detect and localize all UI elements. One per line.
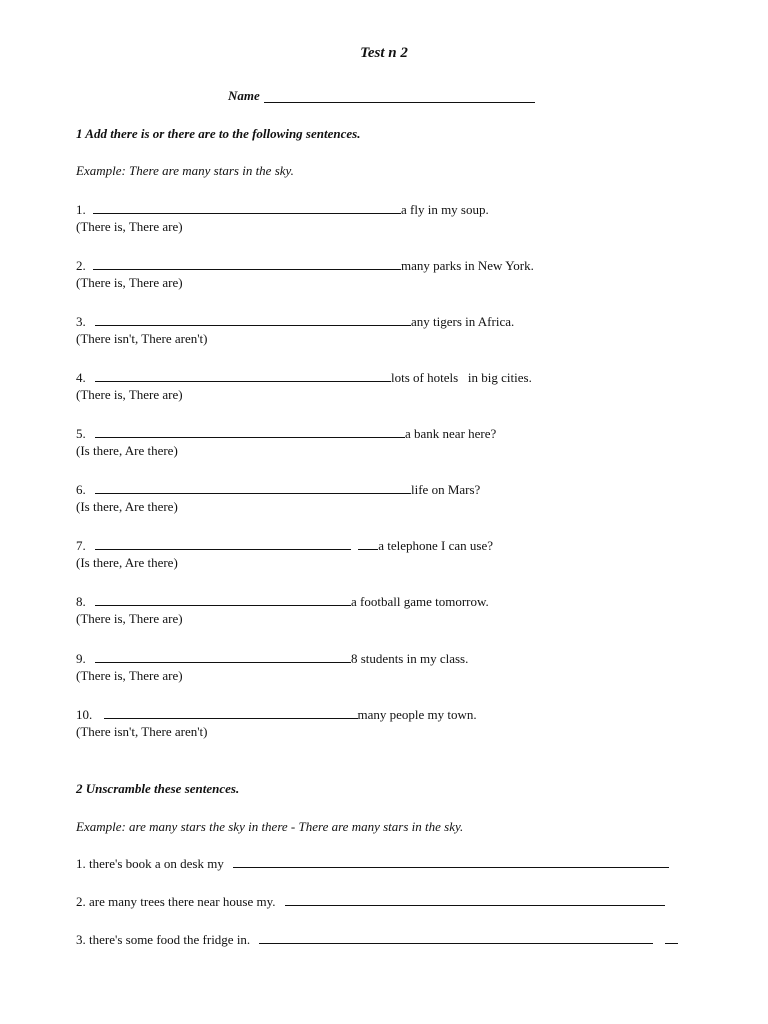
item-options: (There isn't, There aren't)	[76, 331, 208, 346]
item-options: (There isn't, There aren't)	[76, 724, 208, 739]
answer-blank-short[interactable]	[358, 537, 378, 550]
item-options: (There is, There are)	[76, 611, 183, 626]
item-text: a bank near here?	[405, 426, 497, 441]
item-text: 8 students in my class.	[351, 651, 469, 666]
answer-blank[interactable]	[285, 893, 665, 906]
answer-blank[interactable]	[95, 369, 391, 382]
item-number: 7.	[76, 538, 86, 553]
exercise-item-10	[76, 706, 477, 723]
answer-blank[interactable]	[95, 537, 351, 550]
section1-example: Example: There are many stars in the sky.	[76, 163, 294, 178]
answer-blank[interactable]	[95, 593, 351, 606]
item-number: 4.	[76, 370, 86, 385]
exercise-item-6	[76, 481, 480, 498]
item-text: many parks in New York.	[401, 258, 534, 273]
item-number: 10.	[76, 707, 93, 722]
section2-example: Example: are many stars the sky in there - There are many stars in the sky.	[76, 819, 464, 834]
section2-heading: 2 Unscramble these sentences.	[76, 781, 240, 796]
item-text: many people my town.	[357, 707, 477, 722]
item-number: 8.	[76, 594, 86, 609]
item-options: (There is, There are)	[76, 219, 183, 234]
item-text: lots of hotels in big cities.	[391, 370, 532, 385]
answer-blank-short[interactable]	[665, 931, 678, 944]
exercise-item-3	[76, 313, 514, 330]
item-text: any tigers in Africa.	[411, 314, 515, 329]
item-options: (There is, There are)	[76, 387, 183, 402]
exercise-item-7	[76, 537, 493, 554]
exercise-item-8	[76, 593, 489, 610]
item-text: a fly in my soup.	[401, 202, 489, 217]
page-title: Test n 2	[360, 45, 408, 61]
item-text: 1. there's book a on desk my	[76, 856, 224, 871]
item-text: a telephone I can use?	[378, 538, 494, 553]
exercise-item-4	[76, 369, 532, 386]
exercise-item-9	[76, 650, 468, 667]
item-number: 1.	[76, 202, 86, 217]
unscramble-item-1	[76, 855, 669, 872]
exercise-item-1	[76, 201, 489, 218]
item-number: 3.	[76, 314, 86, 329]
item-text: life on Mars?	[411, 482, 481, 497]
name-label: Name	[228, 88, 260, 103]
item-options: (There is, There are)	[76, 668, 183, 683]
item-text: 3. there's some food the fridge in.	[76, 932, 251, 947]
answer-blank[interactable]	[95, 313, 411, 326]
unscramble-item-2	[76, 893, 665, 910]
answer-blank[interactable]	[104, 706, 358, 719]
item-text: 2. are many trees there near house my.	[76, 894, 276, 909]
item-number: 9.	[76, 651, 86, 666]
item-options: (Is there, Are there)	[76, 555, 178, 570]
item-options: (There is, There are)	[76, 275, 183, 290]
item-options: (Is there, Are there)	[76, 443, 178, 458]
answer-blank[interactable]	[93, 257, 401, 270]
section1-heading: 1 Add there is or there are to the following sentences.	[76, 126, 361, 141]
answer-blank[interactable]	[233, 855, 669, 868]
item-number: 6.	[76, 482, 86, 497]
answer-blank[interactable]	[95, 425, 405, 438]
item-number: 2.	[76, 258, 86, 273]
item-number: 5.	[76, 426, 86, 441]
item-options: (Is there, Are there)	[76, 499, 178, 514]
answer-blank[interactable]	[93, 201, 401, 214]
exercise-item-5	[76, 425, 496, 442]
answer-blank[interactable]	[95, 481, 411, 494]
answer-blank[interactable]	[95, 650, 351, 663]
name-field[interactable]	[264, 102, 535, 103]
answer-blank[interactable]	[259, 931, 653, 944]
item-text: a football game tomorrow.	[351, 594, 489, 609]
exercise-item-2	[76, 257, 534, 274]
unscramble-item-3	[76, 931, 678, 948]
